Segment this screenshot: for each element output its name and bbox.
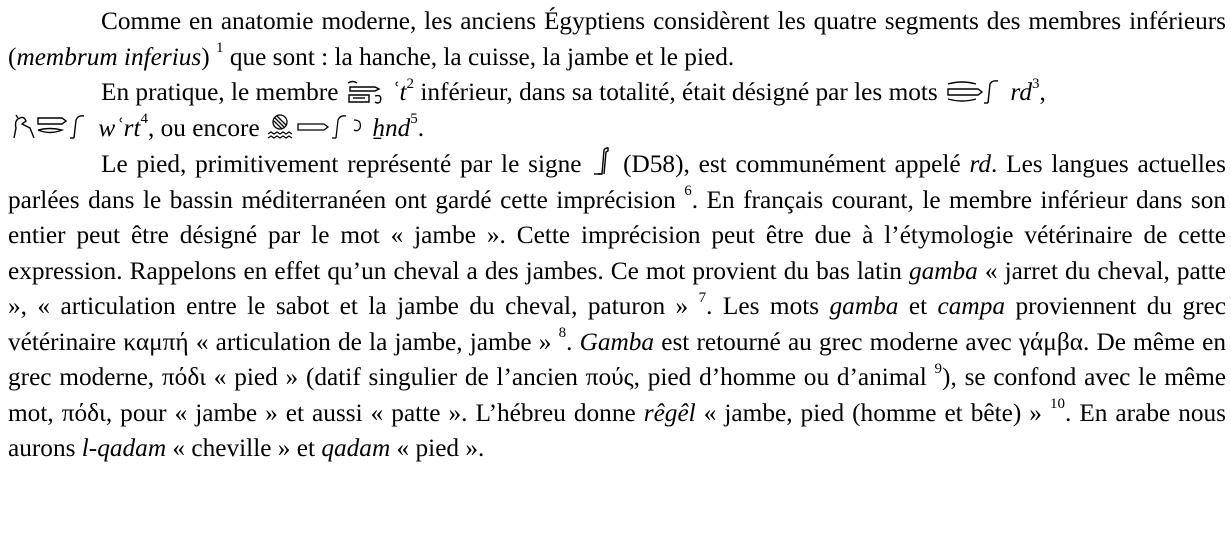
text: (D58), est communément appelé	[614, 150, 970, 178]
text: « cheville » et	[166, 434, 322, 462]
hieroglyph-water-pot-arm-foot-icon	[266, 112, 366, 140]
hebrew-term: rêgêl	[643, 398, 696, 427]
latin-term: gamba	[908, 256, 978, 285]
text: . Les mots	[706, 292, 830, 320]
transliteration: ʿt	[391, 78, 407, 106]
text: « jarret du cheval, patte », « articulation entre le sabot et la jambe du cheval, paturon »	[8, 256, 1227, 320]
footnote-ref[interactable]: 10	[1049, 396, 1065, 413]
latin-term: campa	[937, 292, 1005, 320]
text: . En arabe nous aurons	[8, 398, 1226, 462]
footnote-ref[interactable]: 9	[934, 360, 943, 377]
footnote-ref[interactable]: 5	[410, 111, 418, 128]
text: , ou encore	[148, 113, 266, 142]
text: inférieur, dans sa totalité, était désigné par les mots	[414, 78, 945, 106]
footnote-ref[interactable]: 4	[140, 111, 148, 128]
hieroglyph-bird-arm-mouth-foot-icon	[8, 112, 92, 140]
text: .	[417, 113, 425, 142]
footnote-ref[interactable]: 6	[684, 183, 692, 200]
transliteration: ẖnd	[372, 113, 411, 142]
hieroglyph-arm-t-icon	[345, 78, 385, 104]
text: )	[201, 42, 216, 71]
latin-term: gamba	[829, 292, 899, 320]
text: proviennent du grec vétérinaire καμπή « articulation de la jambe, jambe »	[8, 292, 1226, 356]
text: . Les langues actuelles parlées dans le bassin méditerranéen ont gardé cette imprécision	[8, 150, 1226, 214]
paragraph-2	[8, 75, 1226, 146]
latin-term: Gamba	[579, 327, 655, 356]
arabic-term: qadam	[321, 434, 391, 462]
text: En pratique, le membre	[101, 78, 345, 106]
text: Le pied, primitivement représenté par le signe	[101, 150, 591, 178]
hieroglyph-foot-d58-icon	[590, 146, 614, 176]
text: est retourné au grec moderne avec γάμβα. De même en grec moderne, πόδι « pied » (datif singulier de l’ancien πούς, pied d’homme ou d’animal	[8, 327, 1226, 391]
footnote-ref[interactable]: 3	[1031, 75, 1040, 92]
transliteration: rd	[969, 150, 991, 178]
hieroglyph-mouth-foot-icon	[944, 78, 1004, 104]
transliteration: wʿrt	[98, 113, 141, 142]
text: « pied ».	[390, 434, 485, 462]
text: . En français courant, le membre inférieur dans son entier peut être désigné par le mot « jambe ». Cette imprécision peut être due à l’étymologie vétérinaire de cette expression. Rappelons en effet qu’un cheval a des jambes. Ce mot provient du bas latin	[8, 185, 1226, 285]
text: Comme en anatomie moderne, les anciens Égyptiens considèrent les quatre segments des membres inférieurs (	[8, 7, 1226, 71]
text: ), se confond avec le même mot, πόδι, pour « jambe » et aussi « patte ». L’hébreu donne	[8, 363, 1227, 427]
footnote-ref[interactable]: 1	[216, 40, 224, 57]
arabic-term: l-qadam	[81, 434, 167, 462]
text: ,	[1039, 78, 1046, 106]
paragraph-3	[8, 146, 1226, 467]
paragraph-1	[8, 4, 1226, 75]
transliteration: rd	[1010, 78, 1032, 106]
latin-term: membrum inferius	[16, 42, 202, 71]
footnote-ref[interactable]: 2	[406, 75, 415, 92]
text: que sont : la hanche, la cuisse, la jambe et le pied.	[223, 42, 735, 71]
text: .	[566, 327, 580, 356]
text: « jambe, pied (homme et bête) »	[695, 398, 1050, 427]
footnote-ref[interactable]: 8	[558, 325, 567, 342]
document-page	[8, 4, 1226, 467]
footnote-ref[interactable]: 7	[698, 289, 707, 306]
text: et	[898, 292, 938, 320]
